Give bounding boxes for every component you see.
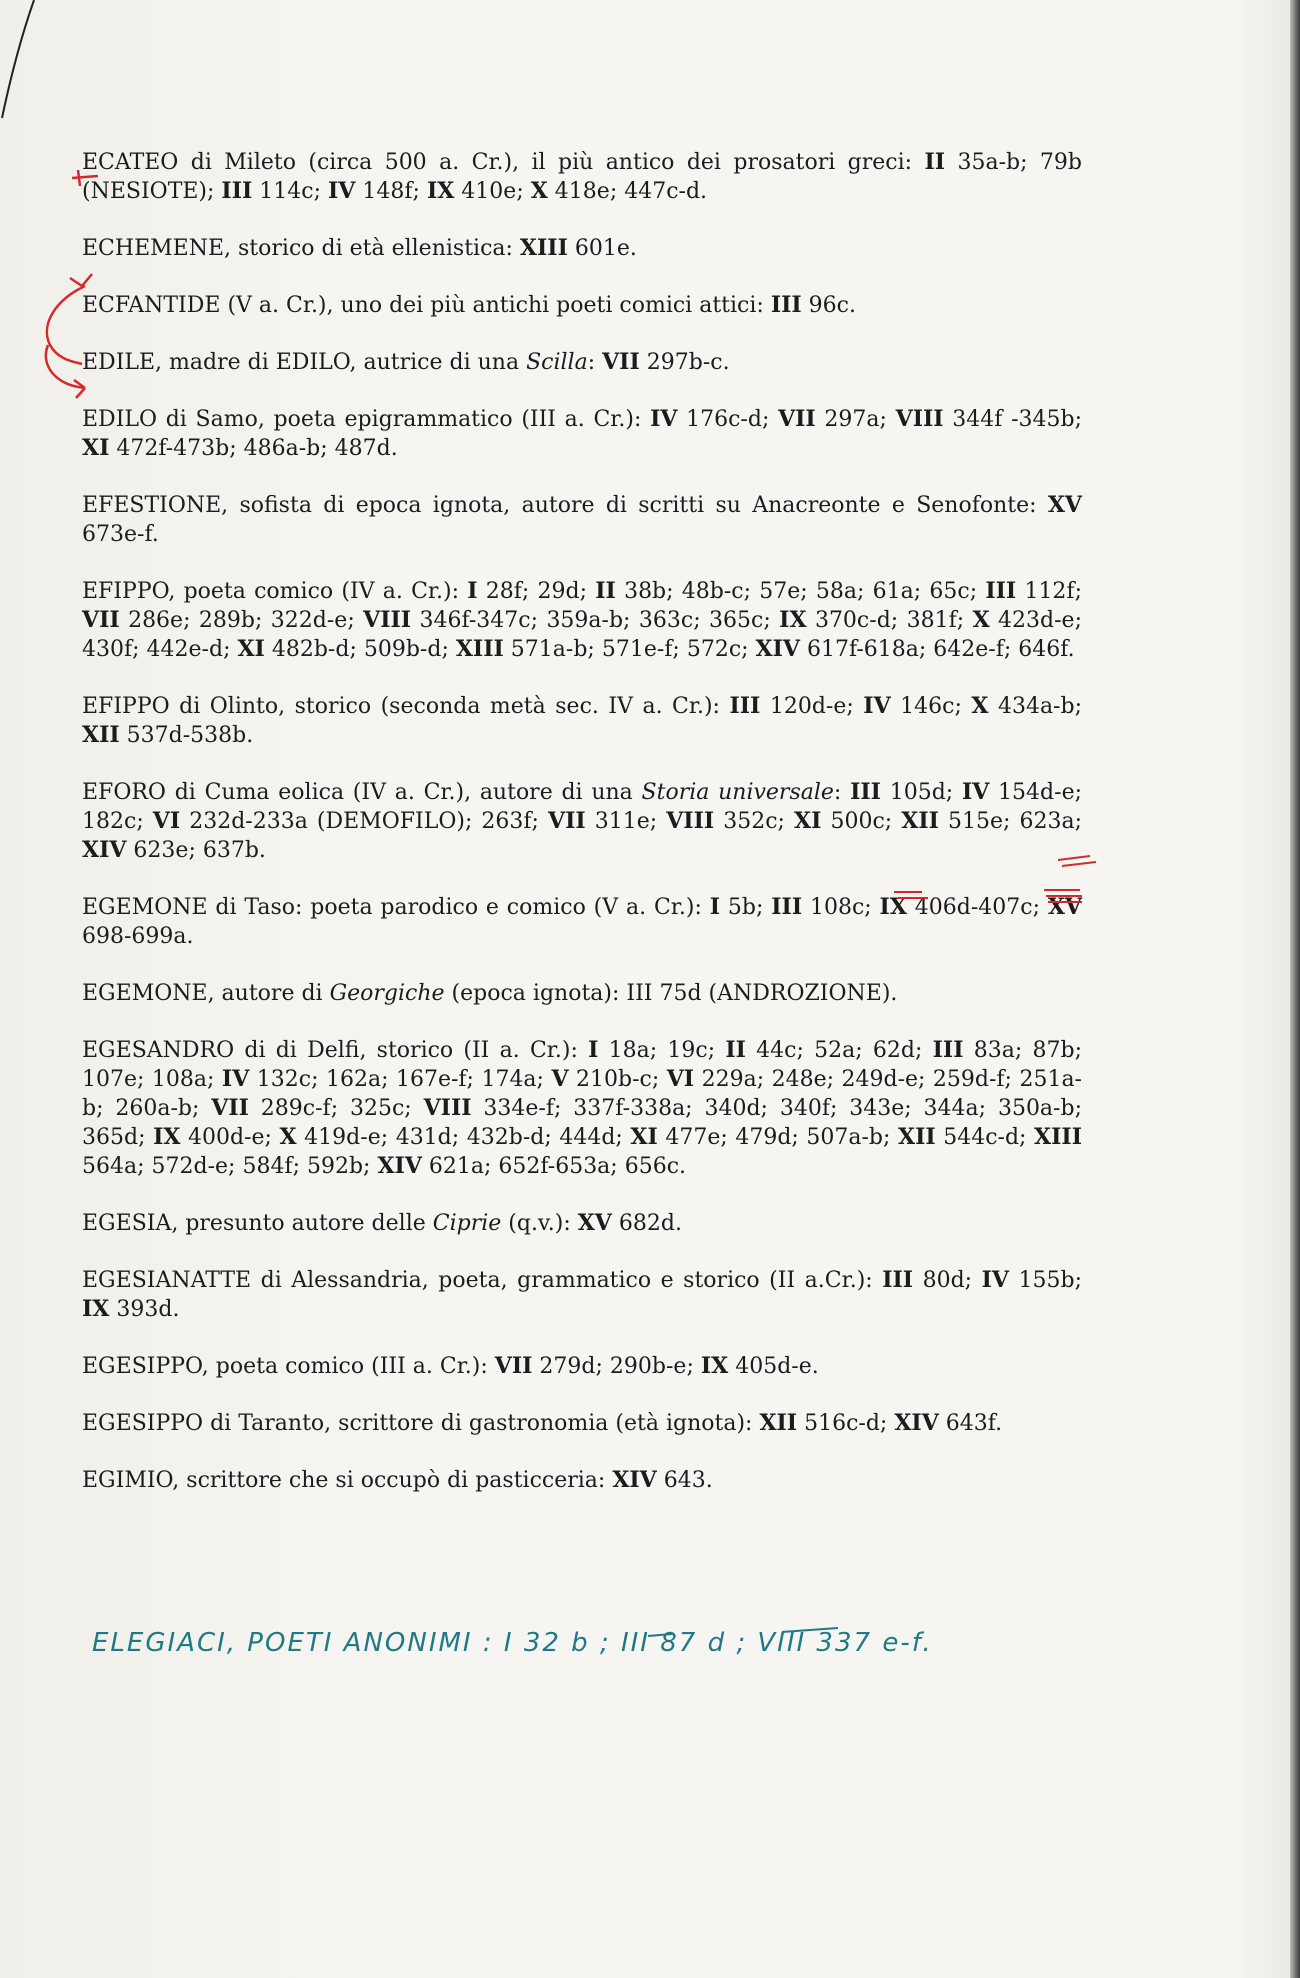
entry-text: 564a; 572d-e; 584f; 592b;	[82, 1154, 378, 1179]
entry-text: 346f-347c; 359a-b; 363c; 365c;	[411, 608, 780, 633]
book-number: X	[279, 1124, 297, 1150]
book-number: VII	[494, 1353, 533, 1379]
index-entry-efestione	[82, 491, 1082, 549]
book-number: IV	[328, 178, 356, 204]
entry-text: 643.	[656, 1468, 713, 1493]
book-number: VIII	[666, 808, 715, 834]
book-number: VII	[211, 1095, 249, 1121]
entry-text: (q.v.):	[501, 1211, 578, 1236]
book-number: IV	[863, 693, 891, 719]
book-number: II	[595, 578, 616, 604]
index-entry-egemone	[82, 893, 1082, 951]
entry-text: EDILO di Samo, poeta epigrammatico (III a. Cr.):	[82, 407, 651, 432]
entry-text: 418e; 447c-d.	[547, 179, 708, 204]
work-title: Scilla	[526, 350, 588, 375]
index-entry-eforo	[82, 778, 1082, 865]
book-number: VII	[548, 808, 586, 834]
book-number: XIV	[377, 1153, 422, 1179]
index-entry-egimio	[82, 1466, 1082, 1495]
entry-text: 229a; 248e; 249d-e; 259d-f; 251a-b; 260a-b;	[82, 1067, 1082, 1121]
book-number: III	[932, 1037, 964, 1063]
corner-fold-line	[0, 0, 40, 120]
entry-text: 279d; 290b-e;	[532, 1354, 701, 1379]
entry-text: :	[833, 780, 851, 805]
entry-text: 146c;	[890, 694, 972, 719]
entry-text: 410e;	[454, 179, 531, 204]
index-entry-edile	[82, 348, 1082, 377]
entry-text: 108c;	[802, 895, 880, 920]
index-entry-egesia	[82, 1209, 1082, 1238]
book-number: XI	[237, 636, 265, 662]
entry-text: EGESIA, presunto autore delle	[82, 1211, 433, 1236]
entry-text: 643f.	[938, 1411, 1003, 1436]
entry-text: 83a; 87b; 107e; 108a;	[82, 1038, 1082, 1092]
entry-text: 370c-d; 381f;	[806, 608, 973, 633]
entry-text: 344f -345b;	[943, 407, 1083, 432]
work-title: Georgiche	[329, 981, 445, 1006]
page-edge-shadow	[1290, 0, 1300, 1978]
entry-text: 105d;	[880, 780, 962, 805]
index-entry-efippo	[82, 577, 1082, 664]
index-entry-efippo-olinto	[82, 692, 1082, 750]
book-number: I	[588, 1037, 599, 1063]
book-number: III	[729, 693, 761, 719]
entry-text: 286e; 289b; 322d-e;	[119, 608, 364, 633]
entry-text: 515e; 623a;	[938, 809, 1083, 834]
book-number: III	[771, 894, 803, 920]
index-entry-ecateo	[82, 148, 1082, 206]
book-number: III	[882, 1267, 914, 1293]
entry-text: 112f;	[1016, 579, 1082, 604]
entry-text: 673e-f.	[82, 522, 159, 547]
entry-text: :	[587, 350, 603, 375]
book-number: III	[985, 578, 1017, 604]
entry-text: 5b;	[720, 895, 772, 920]
book-number: VII	[82, 607, 120, 633]
book-number: XIII	[1034, 1124, 1082, 1150]
book-number: I	[709, 894, 721, 920]
book-number: VIII	[423, 1095, 472, 1121]
book-number: XI	[794, 808, 822, 834]
entry-text: EGIMIO, scrittore che si occupò di pasticceria:	[82, 1468, 613, 1493]
book-number: V	[551, 1066, 569, 1092]
book-number: XIV	[82, 837, 127, 863]
entry-text: 176c-d;	[677, 407, 779, 432]
book-number: III	[221, 178, 253, 204]
entry-text: EGEMONE di Taso: poeta parodico e comico (V a. Cr.):	[82, 895, 710, 920]
book-number: XII	[759, 1410, 798, 1436]
book-number: IV	[650, 406, 678, 432]
entry-text: 35a-b; 79b (NESIOTE);	[82, 150, 1082, 204]
book-number: XV	[577, 1210, 612, 1236]
handwritten-note: ELEGIACI, POETI ANONIMI : I 32 b ; III 87 d ; VIII 337 e-f.	[92, 1628, 933, 1658]
entry-text: 311e;	[585, 809, 667, 834]
entry-text: 601e.	[567, 236, 637, 261]
index-entries	[82, 148, 1082, 1523]
entry-text: EDILE, madre di EDILO, autrice di una	[82, 350, 527, 375]
entry-text: EFIPPO, poeta comico (IV a. Cr.):	[82, 579, 468, 604]
book-number: X	[530, 178, 548, 204]
entry-text: 352c;	[714, 809, 795, 834]
book-number: IV	[981, 1267, 1009, 1293]
entry-text: 698-699a.	[82, 924, 194, 949]
entry-text: 114c;	[252, 179, 329, 204]
entry-text: 516c-d;	[797, 1411, 895, 1436]
book-number: IX	[82, 1296, 110, 1322]
entry-text: 132c; 162a; 167e-f; 174a;	[249, 1067, 552, 1092]
entry-text: 477e; 479d; 507a-b;	[657, 1125, 898, 1150]
work-title: Ciprie	[432, 1211, 502, 1236]
entry-text: 400d-e;	[180, 1125, 280, 1150]
index-entry-egesianatte	[82, 1266, 1082, 1324]
book-number: III	[770, 292, 802, 318]
book-number: XV	[1047, 894, 1082, 920]
book-number: XIV	[612, 1467, 657, 1493]
entry-text: 434a-b;	[988, 694, 1082, 719]
entry-text: 571a-b; 571e-f; 572c;	[503, 637, 756, 662]
book-number: IX	[153, 1124, 181, 1150]
book-number: XII	[82, 722, 120, 748]
entry-text: 393d.	[109, 1297, 180, 1322]
book-number: IX	[779, 607, 807, 633]
entry-text: 423d-e; 430f; 442e-d;	[82, 608, 1082, 662]
book-number: II	[924, 149, 946, 175]
index-entry-egesippo-taranto	[82, 1409, 1082, 1438]
book-number: XII	[898, 1124, 936, 1150]
book-number: X	[971, 693, 989, 719]
book-number: XIV	[755, 636, 800, 662]
index-entry-egemone-georgiche	[82, 979, 1082, 1008]
work-title: Storia universale	[641, 780, 834, 805]
book-number: III	[850, 779, 881, 805]
entry-text: 232d-233a (DEMOFILO); 263f;	[180, 809, 549, 834]
book-number: VIII	[363, 607, 412, 633]
entry-text: 148f;	[355, 179, 427, 204]
entry-text: 155b;	[1009, 1268, 1083, 1293]
entry-text: 96c.	[801, 293, 856, 318]
entry-text: EGEMONE, autore di	[82, 981, 330, 1006]
book-number: II	[725, 1037, 746, 1063]
entry-text: 621a; 652f-653a; 656c.	[421, 1154, 687, 1179]
entry-text: 289c-f; 325c;	[248, 1096, 424, 1121]
entry-text: 419d-e; 431d; 432b-d; 444d;	[296, 1125, 631, 1150]
entry-text: ECATEO di Mileto (circa 500 a. Cr.), il più antico dei prosatori greci:	[82, 150, 925, 175]
entry-text: (epoca ignota): III 75d (ANDROZIONE).	[444, 981, 898, 1006]
book-number: VII	[602, 349, 640, 375]
entry-text: 44c; 52a; 62d;	[745, 1038, 933, 1063]
index-entry-edilo	[82, 405, 1082, 463]
entry-text: 297b-c.	[639, 350, 730, 375]
book-number: XI	[630, 1124, 658, 1150]
entry-text: EFESTIONE, sofista di epoca ignota, autore di scritti su Anacreonte e Senofonte:	[82, 493, 1048, 518]
entry-text: 500c;	[821, 809, 902, 834]
entry-text: EFIPPO di Olinto, storico (seconda metà sec. IV a. Cr.):	[82, 694, 730, 719]
entry-text: EFORO di Cuma eolica (IV a. Cr.), autore di una	[82, 780, 642, 805]
entry-text: 482b-d; 509b-d;	[264, 637, 456, 662]
book-number: XII	[901, 808, 939, 834]
entry-text: 154d-e; 182c;	[82, 780, 1082, 834]
book-number: XV	[1047, 492, 1082, 518]
book-number: XIV	[894, 1410, 939, 1436]
book-number: IX	[879, 894, 907, 920]
entry-text: 28f; 29d;	[477, 579, 596, 604]
index-entry-echemene	[82, 234, 1082, 263]
entry-text: 544c-d;	[935, 1125, 1035, 1150]
entry-text: 18a; 19c;	[598, 1038, 726, 1063]
entry-text: ECHEMENE, storico di età ellenistica:	[82, 236, 520, 261]
book-number: VI	[666, 1066, 695, 1092]
entry-text: EGESIPPO, poeta comico (III a. Cr.):	[82, 1354, 495, 1379]
entry-text: 682d.	[611, 1211, 682, 1236]
entry-text: 38b; 48b-c; 57e; 58a; 61a; 65c;	[615, 579, 986, 604]
entry-text: 210b-c;	[568, 1067, 667, 1092]
entry-text: 406d-407c;	[906, 895, 1048, 920]
book-number: VII	[778, 406, 816, 432]
entry-text: 537d-538b.	[119, 723, 254, 748]
book-number: XIII	[455, 636, 504, 662]
book-number: IX	[700, 1353, 729, 1379]
entry-text: 80d;	[913, 1268, 982, 1293]
book-number: IX	[426, 178, 455, 204]
book-number: X	[972, 607, 990, 633]
entry-text: EGESIPPO di Taranto, scrittore di gastronomia (età ignota):	[82, 1411, 760, 1436]
entry-text: 297a;	[815, 407, 896, 432]
book-number: IV	[221, 1066, 250, 1092]
index-entry-ecfantide	[82, 291, 1082, 320]
entry-text: 405d-e.	[728, 1354, 819, 1379]
entry-text: EGESANDRO di di Delfi, storico (II a. Cr.):	[82, 1038, 589, 1063]
book-number: XI	[82, 435, 110, 461]
entry-text: ECFANTIDE (V a. Cr.), uno dei più antichi poeti comici attici:	[82, 293, 771, 318]
book-number: XIII	[519, 235, 568, 261]
entry-text: 120d-e;	[760, 694, 864, 719]
index-entry-egesippo	[82, 1352, 1082, 1381]
entry-text: 617f-618a; 642e-f; 646f.	[799, 637, 1075, 662]
entry-text: EGESIANATTE di Alessandria, poeta, grammatico e storico (II a.Cr.):	[82, 1268, 883, 1293]
book-number: IV	[961, 779, 990, 805]
book-number: I	[467, 578, 478, 604]
entry-text: 472f-473b; 486a-b; 487d.	[109, 436, 398, 461]
book-number: VI	[152, 808, 181, 834]
index-entry-egesandro	[82, 1036, 1082, 1181]
entry-text: 623e; 637b.	[126, 838, 266, 863]
entry-text: 334e-f; 337f-338a; 340d; 340f; 343e; 344a; 350a-b; 365d;	[82, 1096, 1082, 1150]
book-number: VIII	[895, 406, 944, 432]
